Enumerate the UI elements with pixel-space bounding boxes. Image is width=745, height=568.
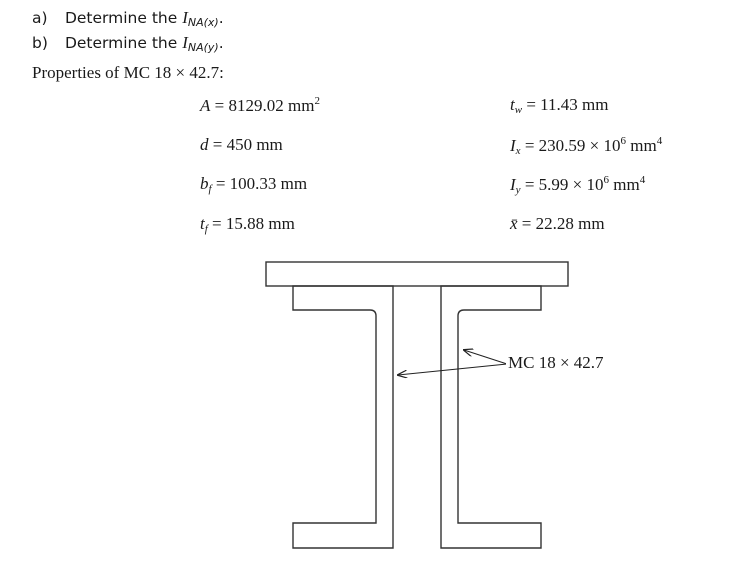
web-thickness-symbol: t — [510, 95, 515, 114]
moment-symbol: I — [182, 33, 188, 52]
flange-width-symbol: b — [200, 174, 209, 193]
moment-subscript: NA(x) — [187, 16, 219, 29]
depth-symbol: d — [200, 135, 209, 154]
web-thickness-sub: w — [514, 104, 523, 116]
cover-plate — [266, 262, 568, 286]
ix-unit: mm — [626, 136, 657, 155]
leader-arrow-left — [398, 364, 507, 375]
flange-width-sub: f — [208, 183, 212, 195]
iy-symbol: I — [510, 175, 516, 194]
flange-thickness-value: = 15.88 mm — [212, 214, 295, 233]
moment-symbol: I — [182, 8, 188, 27]
ix-sub: x — [515, 145, 521, 157]
ix-symbol: I — [510, 136, 516, 155]
iy-exp: 6 — [603, 174, 609, 186]
question-text: Determine the — [64, 9, 178, 27]
ix-value: = 230.59 × 10 — [524, 136, 621, 155]
iy-value: = 5.99 × 10 — [524, 175, 604, 194]
flange-thickness-symbol: t — [200, 214, 205, 233]
depth-value: = 450 mm — [212, 135, 283, 154]
web-thickness-value: = 11.43 mm — [526, 95, 609, 114]
question-end: . — [218, 9, 224, 27]
right-channel — [441, 286, 541, 548]
area-unit-exp: 2 — [314, 95, 320, 107]
moment-subscript: NA(y) — [187, 41, 219, 54]
leader-arrow-right — [464, 350, 507, 364]
question-text: Determine the — [64, 34, 178, 52]
iy-unit: mm — [609, 175, 640, 194]
question-end: . — [218, 34, 224, 52]
iy-unit-exp: 4 — [639, 174, 646, 186]
area-symbol: A — [200, 96, 211, 115]
centroid-value: = 22.28 mm — [521, 214, 605, 233]
left-channel — [293, 286, 393, 548]
ix-exp: 6 — [620, 135, 626, 147]
ix-unit-exp: 4 — [656, 135, 663, 147]
channel-callout-label: MC 18 × 42.7 — [508, 353, 604, 372]
flange-width-value: = 100.33 mm — [215, 174, 308, 193]
question-label: b) — [32, 34, 48, 52]
area-value: = 8129.02 mm — [214, 96, 315, 115]
question-label: a) — [32, 9, 48, 27]
properties-heading: Properties of MC 18 × 42.7: — [32, 63, 224, 82]
flange-thickness-sub: f — [204, 223, 208, 235]
iy-sub: y — [515, 184, 521, 196]
centroid-symbol: x̄ — [510, 214, 518, 233]
